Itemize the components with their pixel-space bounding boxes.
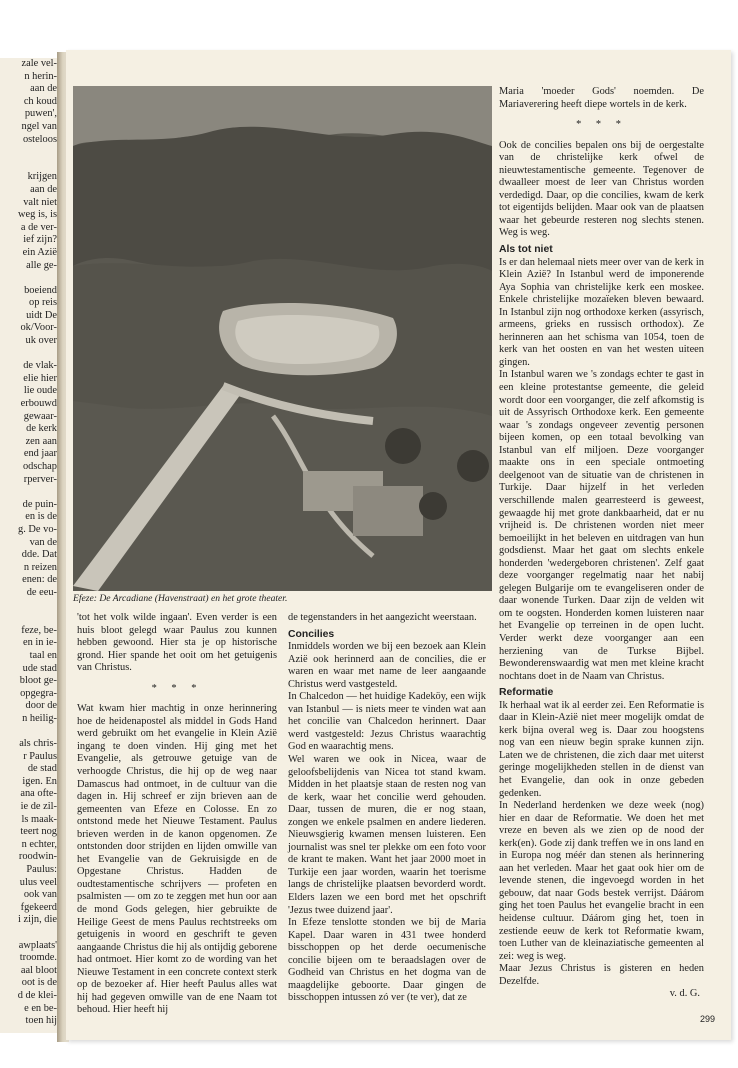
previous-page-edge (0, 58, 60, 1033)
prev-page-line: en is de (25, 511, 57, 523)
prev-page-line: troomde. (19, 952, 57, 964)
prev-page-line: bloot ge- (19, 675, 57, 687)
ephesus-aerial-photo (73, 86, 492, 591)
prev-page-line: ude stad (22, 662, 57, 674)
photo-caption: Efeze: De Arcadiane (Havenstraat) en het grote theater. (73, 593, 288, 604)
prev-page-line: toen hij (25, 1015, 57, 1027)
prev-page-line (0, 486, 60, 499)
prev-page-line: door de (25, 700, 57, 712)
prev-page-line: n echter, (21, 838, 57, 850)
prev-page-line: e en be- (24, 1002, 57, 1014)
prev-page-line: igen. En (22, 775, 57, 787)
prev-page-line (0, 348, 60, 361)
prev-page-line: end jaar (23, 448, 57, 460)
prev-page-line: weg is, is (18, 209, 57, 221)
paragraph: Is er dan helemaal niets meer over van de kerk in Klein Azië? In Istanbul werd de imponerende Aya Sophia van christelijke kerk een moskee. Enkele christelijke mozaïeken bleven bewaard. In Istanbul zijn nog orthodoxe kerken (assyrisch, armeens, grieks en russisch orthodox). Ze herinneren aan het schisma van 1054, toen de kerk van het oosten en van het westen uiteen gingen. (499, 256, 704, 368)
prev-page-line (0, 600, 60, 613)
prev-page-line: valt niet (23, 196, 57, 208)
prev-page-line: ngel van (21, 120, 57, 132)
prev-page-line: ana ofte- (20, 788, 57, 800)
prev-page-line: erbouwd (20, 398, 57, 410)
prev-page-line: a de ver- (20, 221, 57, 233)
prev-page-line: ch koud (23, 95, 57, 107)
prev-page-line: gewaar- (23, 410, 57, 422)
prev-page-line: zen aan (25, 435, 57, 447)
paragraph: de tegenstanders in het aangezicht weerstaan. (288, 612, 477, 623)
prev-page-line: aan de (30, 83, 57, 95)
section-heading: Reformatie (499, 687, 554, 699)
prev-page-line: feze, be- (21, 624, 57, 636)
prev-page-line: ie de zil- (20, 801, 57, 813)
prev-page-line: ulus veel (19, 876, 57, 888)
prev-page-line: van de (29, 536, 57, 548)
column-2 (288, 612, 486, 1005)
section-heading: Als tot niet (499, 244, 553, 256)
section-heading: Concilies (288, 628, 335, 640)
prev-page-line: en in ie- (22, 637, 57, 649)
prev-page-line: lie oude (23, 385, 57, 397)
prev-page-line: n heilig- (22, 712, 57, 724)
prev-page-line: ief zijn? (23, 234, 57, 246)
paragraph: In Efeze tenslotte stonden we bij de Maria Kapel. Daar waren in 431 twee honderd bisschoppen op het derde oecumenische concilie bijeen om te beraadslagen over de Godheid van Christus en het dogma van de maagdelijke geboorte. Daar gingen de bisschoppen intussen zó ver (te ver), dat ze (288, 917, 486, 1004)
prev-page-line: ook van (23, 889, 57, 901)
prev-page-line: aal bloot (20, 964, 57, 976)
prev-page-line (0, 159, 60, 172)
paragraph: In Nederland herdenken we deze week (nog) hier en daar de Reformatie. We doen het met vreze en beven als we zien op de nood der kerk(en). Gode zij dank treffen we in ons land en in Europa nog méér dan stenen als herinnering aan het verleden. Maar het gaat ook hier om de levende stenen, die ingevoegd worden in het gebouw, dat naar Gods bestek verrijst. Dáárom ging het toen Paulus het evangelie bracht in een heidense cultuur. Dáárom ging het, toen in zestiende eeuw de kerk tot Reformatie kwam, toen Luther van de kleinaziatische gemeenten al zei: weg is weg. (499, 800, 704, 962)
prev-page-line: opgegra- (20, 687, 57, 699)
paragraph: Wel waren we ook in Nicea, waar de geloofsbelijdenis van Nicea tot stand kwam. Midden in het plaatsje staan de resten nog van de kerk, waar het concilie werd gehouden. Daar, tussen de muren, die er nog staan, zongen we enkele psalmen en andere liederen. Nieuwsgierig kwamen mensen luisteren. Een journalist was snel ter plekke om een foto voor de krant te maken. Want het jaar 2000 moet in Turkije een jaar worden, waarin het toerisme langs de christelijke plaatsen bevorderd wordt. Elders lazen we een bord met het opschrift 'Jezus twee duizend jaar'. (288, 754, 486, 916)
section-divider: * * * (151, 682, 203, 694)
prev-page-line: roodwin- (18, 851, 57, 863)
prev-page-line (0, 612, 60, 625)
prev-page-line: rperver- (23, 473, 57, 485)
prev-page-line: i zijn, die (18, 914, 57, 926)
prev-page-line: teert nog (20, 826, 57, 838)
paragraph: Ook de concilies bepalen ons bij de oergestalte van de christelijke kerk ofwel de nieuwtestamentische gemeente. Tegenover de dwaalleer moest de leer van Christus worden verdedigd. Daar, op die concilies, kwam de kerk tot eigentijds belijden. Maar ook van de plaatsen waar het gebeurde resteren nog slechts stenen. Weg is weg. (499, 139, 704, 239)
page-number: 299 (700, 1014, 716, 1024)
prev-page-line: odschap (22, 461, 57, 472)
paragraph: In Chalcedon — het huidige Kadeköy, een wijk van Istanbul — is niets meer te vinden wat aan het concilie van Chalcedon herinnert. Daar werd vastgesteld: Jezus Christus waarachtig God en waarachtig mens. (288, 691, 486, 753)
prev-page-line: n reizen (23, 561, 57, 573)
prev-page-line: uk over (25, 335, 57, 347)
prev-page-line: krijgen (27, 171, 57, 183)
paragraph: In Istanbul waren we 's zondags echter te gast in een kleine protestantse gemeente, die geleid wordt door een voorganger, die zelf afkomstig is uit de Assyrisch Orthodoxe kerk. Een gemeente waar 's zondags ongeveer zeventig personen bijeen komen, op een totaal bevolking van Istanbul van elf miljoen. Deze voorganger maakte ons in een speciale ontmoeting deelgenoot van de situatie van de christenen in Turkije. Daar hijzelf in het verleden verschillende malen gearresteerd is geweest, gewaagde hij met grote dankbaarheid, dat er nu vrijheid is. De christenen worden niet meer bemoeilijkt in het beleven en uitdragen van hun godsdienst. Maar het gaat om slechts enkele honderden 'wedergeboren christenen'. Zelf gaat deze voorganger regelmatig naar het nabij gelegen Bulgarije om te evangeliseren onder de daar wonende Turken. Daar zijn de velden wit om te oogsten. Honderden komen luisteren naar het Evangelie op terreinen in de open lucht. Verder werkt deze voorganger aan een herziening van de Turkse Bijbel. Bewonderenswaardig wat men met kleine kracht nochtans doet in de Naam van Christus. (499, 369, 704, 682)
prev-page-line: uidt De (26, 309, 57, 321)
prev-page-line: puwen', (24, 108, 57, 120)
prev-page-line: als chris- (19, 738, 57, 750)
prev-page-line: de puin- (22, 498, 57, 510)
prev-page-line: r Paulus (23, 750, 57, 762)
prev-page-line: taal en (29, 649, 57, 661)
prev-page-line: de stad (27, 763, 57, 775)
paragraph: Maria 'moeder Gods' noemden. De Mariaverering heeft diepe wortels in de kerk. (499, 86, 704, 110)
prev-page-line: g. De vo- (18, 523, 57, 535)
prev-page-line: Paulus: (26, 864, 57, 875)
prev-page-line (0, 725, 60, 738)
prev-page-line: awplaats' (18, 939, 57, 951)
prev-page-line: op reis (29, 297, 57, 309)
paragraph: Wat kwam hier machtig in onze herinnering hoe de heidenapostel als middel in Gods Hand werd gebruikt om het evangelie in Klein Azië ingang te doen vinden. Hij ging met het Evangelie, als getrouwe getuige van de verhoogde Christus, die hij op de weg naar Damascus had ontmoet, in de cultuur van die dagen in. Hij schreef er zijn brieven aan de gemeenten van Efeze en Colosse. En zo ontstond mede het Nieuwe Testament. Paulus brieven werden in de kanon opgenomen. Ze ontstonden door strijden en lijden omwille van het Evangelie van de Gekruisigde en de Opgestane Christus. Hadden de oudtestamentische schrijvers — profeten en psalmisten — om zo te zeggen met hun oor aan de mond Gods gelegen, hier gebruikte de Heilige Geest de mens Paulus rechtstreeks om getuigenis in woord en geschrift te geven aangaande Christus die hij als ontijdig geborene had ontmoet. Hier komt zo de wording van het Nieuwe Testament in een concrete context sterk op de bezoeker af. Hier heeft Paulus alles wat hij had gegeven omwille van de ene Naam tot behoud. Hier heeft hij (77, 703, 277, 1016)
prev-page-line: oot is de (21, 977, 57, 989)
prev-page-line: d de klei- (17, 989, 57, 1001)
prev-page-line: fgekeerd (20, 901, 57, 913)
prev-page-line: de kerk (26, 423, 57, 435)
author-signature: v. d. G. (669, 988, 700, 1000)
prev-page-line (0, 146, 60, 159)
prev-page-line: de eeu- (26, 586, 57, 598)
column-3 (499, 86, 704, 1001)
prev-page-line: de vlak- (23, 360, 57, 372)
prev-page-line: ok/Voor- (20, 322, 57, 334)
paragraph: Maar Jezus Christus is gisteren en heden Dezelfde. (499, 963, 704, 987)
prev-page-line: aan de (30, 183, 57, 195)
prev-page-line: ein Azië (22, 246, 57, 258)
prev-page-line: elie hier (23, 372, 57, 384)
prev-page-line: zale vel- (21, 58, 57, 69)
prev-page-line: dde. Dat (21, 549, 57, 561)
prev-page-line: osteloos (22, 133, 57, 145)
prev-page-line (0, 927, 60, 940)
prev-page-line: boeiend (24, 284, 57, 296)
paragraph: Inmiddels worden we bij een bezoek aan Klein Azië ook herinnerd aan de concilies, die er waren en waar met name de leer aangaande Christus werd vastgesteld. (288, 641, 486, 690)
paragraph: Ik herhaal wat ik al eerder zei. Een Reformatie is daar in Klein-Azië niet meer mogelijk omdat de kerk bijna overal weg is. Daar zou hoogstens nog van een nieuw begin sprake kunnen zijn. Laten we de christenen, die zich daar met uiterst geringe mogelijkheden stellen in de dienst van het Evangelie, dan ook in onze gebeden gedenken. (499, 699, 704, 799)
prev-page-line: ls maak- (21, 813, 57, 825)
column-1 (77, 612, 277, 1017)
prev-page-line: enen: de (22, 574, 57, 586)
prev-page-line: alle ge- (26, 259, 57, 271)
prev-page-line: n herin- (24, 70, 57, 82)
prev-page-line (0, 272, 60, 285)
paragraph: 'tot het volk wilde ingaan'. Even verder is een huis bloot gelegd waar Paulus zou kunnen hebben gewoond. Hier sta je op historische grond. Hier spande het ooit om het getuigenis van Christus. (77, 612, 277, 674)
section-divider: * * * (576, 119, 627, 131)
